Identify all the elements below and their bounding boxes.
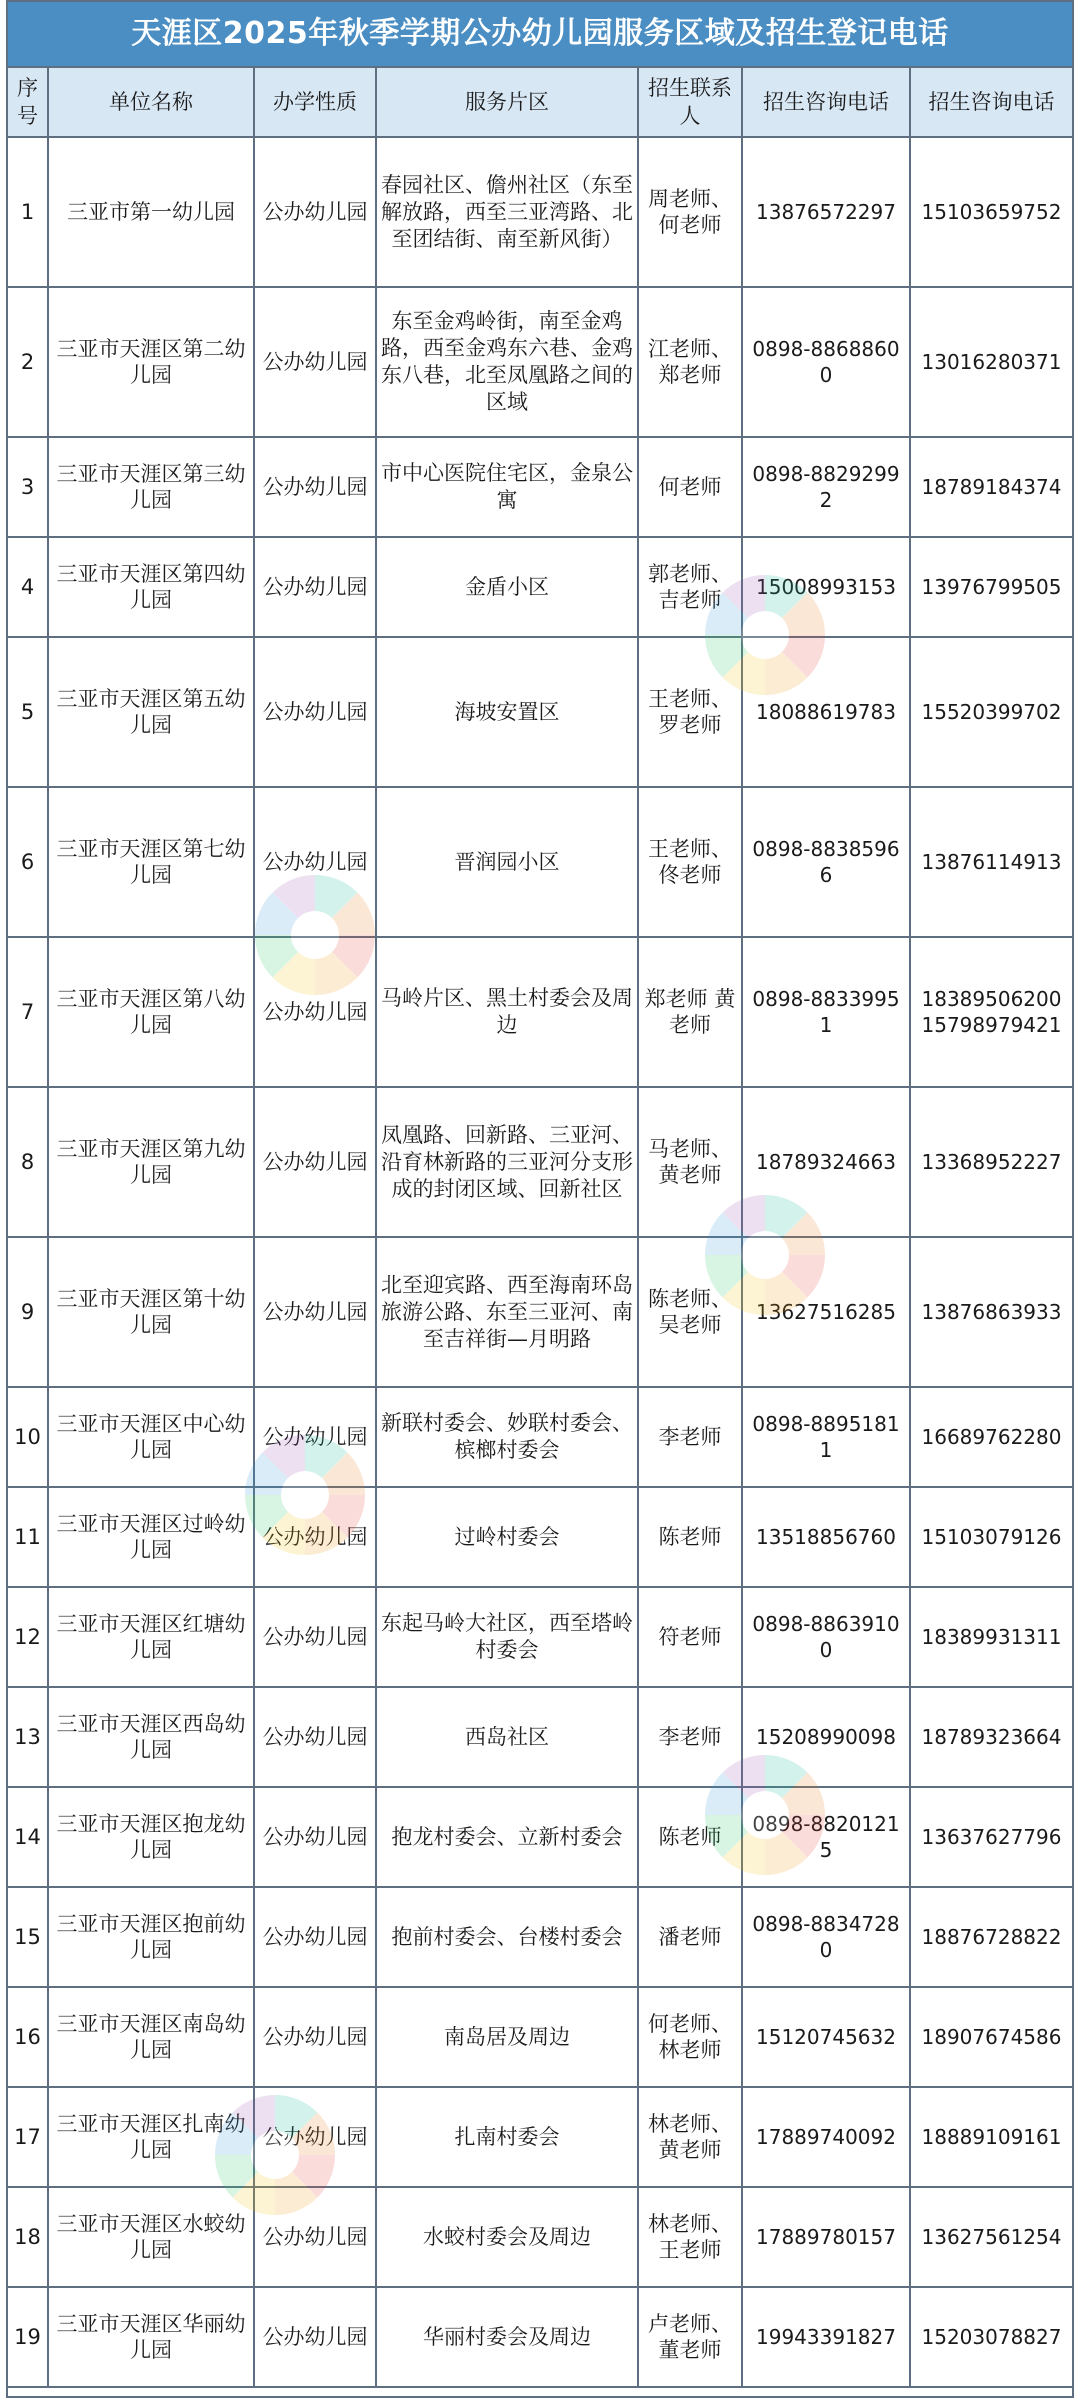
cell-type: 公办幼儿园 xyxy=(254,1587,376,1687)
table-row xyxy=(8,2287,1072,2387)
cell-area: 市中心医院住宅区，金泉公寓 xyxy=(376,437,638,537)
table-row xyxy=(8,1387,1072,1487)
table-row xyxy=(8,787,1072,937)
cell-contact: 郭老师、吉老师 xyxy=(638,537,742,637)
cell-phone1: 0898-88339951 xyxy=(742,937,910,1087)
cell-index: 19 xyxy=(8,2287,48,2387)
cell-type: 公办幼儿园 xyxy=(254,2187,376,2287)
cell-index: 18 xyxy=(8,2187,48,2287)
cell-name: 三亚市天涯区第二幼儿园 xyxy=(48,287,254,437)
cell-index: 3 xyxy=(8,437,48,537)
cell-name: 三亚市天涯区抱龙幼儿园 xyxy=(48,1787,254,1887)
cell-phone2: 15203078827 xyxy=(910,2287,1072,2387)
cell-phone1: 0898-88292992 xyxy=(742,437,910,537)
cell-index: 1 xyxy=(8,137,48,287)
cell-area: 抱龙村委会、立新村委会 xyxy=(376,1787,638,1887)
cell-phone1: 15008993153 xyxy=(742,537,910,637)
table-row xyxy=(8,937,1072,1087)
cell-area: 东至金鸡岭街，南至金鸡路，西至金鸡东六巷、金鸡东八巷，北至凤凰路之间的区域 xyxy=(376,287,638,437)
cell-contact: 陈老师 xyxy=(638,1787,742,1887)
cell-phone1: 13627516285 xyxy=(742,1237,910,1387)
cell-area: 新联村委会、妙联村委会、槟榔村委会 xyxy=(376,1387,638,1487)
cell-type: 公办幼儿园 xyxy=(254,1987,376,2087)
cell-phone1: 13518856760 xyxy=(742,1487,910,1587)
cell-area: 西岛社区 xyxy=(376,1687,638,1787)
cell-index: 2 xyxy=(8,287,48,437)
cell-index: 6 xyxy=(8,787,48,937)
cell-area: 北至迎宾路、西至海南环岛旅游公路、东至三亚河、南至吉祥街—月明路 xyxy=(376,1237,638,1387)
header-name: 单位名称 xyxy=(48,68,254,137)
cell-index: 8 xyxy=(8,1087,48,1237)
cell-phone2: 13876114913 xyxy=(910,787,1072,937)
cell-contact: 卢老师、董老师 xyxy=(638,2287,742,2387)
cell-phone1: 0898-88639100 xyxy=(742,1587,910,1687)
table-row xyxy=(8,537,1072,637)
cell-contact: 郑老师 黄老师 xyxy=(638,937,742,1087)
header-contact: 招生联系人 xyxy=(638,68,742,137)
table-row xyxy=(8,1487,1072,1587)
cell-area: 过岭村委会 xyxy=(376,1487,638,1587)
cell-phone1: 13876572297 xyxy=(742,137,910,287)
cell-phone2: 13368952227 xyxy=(910,1087,1072,1237)
cell-name: 三亚市天涯区第四幼儿园 xyxy=(48,537,254,637)
cell-phone2: 13976799505 xyxy=(910,537,1072,637)
cell-index: 13 xyxy=(8,1687,48,1787)
cell-area: 抱前村委会、台楼村委会 xyxy=(376,1887,638,1987)
cell-name: 三亚市天涯区抱前幼儿园 xyxy=(48,1887,254,1987)
table-row xyxy=(8,1237,1072,1387)
cell-type: 公办幼儿园 xyxy=(254,2287,376,2387)
cell-phone1: 0898-88688600 xyxy=(742,287,910,437)
cell-area: 东起马岭大社区，西至塔岭村委会 xyxy=(376,1587,638,1687)
cell-phone1: 0898-88347280 xyxy=(742,1887,910,1987)
cell-contact: 陈老师、吴老师 xyxy=(638,1237,742,1387)
cell-type: 公办幼儿园 xyxy=(254,937,376,1087)
cell-type: 公办幼儿园 xyxy=(254,1387,376,1487)
cell-type: 公办幼儿园 xyxy=(254,1787,376,1887)
cell-index: 9 xyxy=(8,1237,48,1387)
cell-contact: 林老师、黄老师 xyxy=(638,2087,742,2187)
cell-phone2: 15103079126 xyxy=(910,1487,1072,1587)
cell-index: 17 xyxy=(8,2087,48,2187)
cell-type: 公办幼儿园 xyxy=(254,437,376,537)
cell-type: 公办幼儿园 xyxy=(254,1487,376,1587)
cell-area: 金盾小区 xyxy=(376,537,638,637)
cell-area: 凤凰路、回新路、三亚河、沿育林新路的三亚河分支形成的封闭区域、回新社区 xyxy=(376,1087,638,1237)
kindergarten-table xyxy=(8,68,1072,2388)
table-body xyxy=(8,137,1072,2387)
cell-index: 11 xyxy=(8,1487,48,1587)
cell-contact: 符老师 xyxy=(638,1587,742,1687)
cell-type: 公办幼儿园 xyxy=(254,1087,376,1237)
cell-name: 三亚市天涯区第九幼儿园 xyxy=(48,1087,254,1237)
cell-type: 公办幼儿园 xyxy=(254,537,376,637)
cell-name: 三亚市天涯区第八幼儿园 xyxy=(48,937,254,1087)
cell-phone1: 0898-88385966 xyxy=(742,787,910,937)
cell-index: 5 xyxy=(8,637,48,787)
cell-type: 公办幼儿园 xyxy=(254,1237,376,1387)
enrollment-table-sheet xyxy=(6,0,1074,2398)
cell-contact: 林老师、王老师 xyxy=(638,2187,742,2287)
cell-phone1: 0898-88201215 xyxy=(742,1787,910,1887)
cell-contact: 何老师 xyxy=(638,437,742,537)
cell-contact: 马老师、黄老师 xyxy=(638,1087,742,1237)
cell-index: 15 xyxy=(8,1887,48,1987)
cell-index: 16 xyxy=(8,1987,48,2087)
cell-name: 三亚市天涯区扎南幼儿园 xyxy=(48,2087,254,2187)
cell-name: 三亚市天涯区红塘幼儿园 xyxy=(48,1587,254,1687)
cell-contact: 王老师、佟老师 xyxy=(638,787,742,937)
cell-area: 南岛居及周边 xyxy=(376,1987,638,2087)
cell-type: 公办幼儿园 xyxy=(254,137,376,287)
cell-area: 扎南村委会 xyxy=(376,2087,638,2187)
cell-phone1: 15120745632 xyxy=(742,1987,910,2087)
cell-name: 三亚市天涯区华丽幼儿园 xyxy=(48,2287,254,2387)
cell-area: 海坡安置区 xyxy=(376,637,638,787)
cell-phone1: 17889740092 xyxy=(742,2087,910,2187)
cell-phone2: 18907674586 xyxy=(910,1987,1072,2087)
cell-index: 14 xyxy=(8,1787,48,1887)
table-header-row xyxy=(8,68,1072,137)
page-title: 天涯区2025年秋季学期公办幼儿园服务区域及招生登记电话 xyxy=(8,2,1072,68)
cell-area: 晋润园小区 xyxy=(376,787,638,937)
cell-area: 华丽村委会及周边 xyxy=(376,2287,638,2387)
cell-type: 公办幼儿园 xyxy=(254,637,376,787)
table-row xyxy=(8,437,1072,537)
cell-phone1: 18088619783 xyxy=(742,637,910,787)
cell-contact: 李老师 xyxy=(638,1687,742,1787)
cell-area: 春园社区、儋州社区（东至解放路，西至三亚湾路、北至团结街、南至新风街） xyxy=(376,137,638,287)
cell-name: 三亚市天涯区第三幼儿园 xyxy=(48,437,254,537)
table-row xyxy=(8,1987,1072,2087)
cell-phone1: 0898-88951811 xyxy=(742,1387,910,1487)
cell-phone2: 16689762280 xyxy=(910,1387,1072,1487)
cell-name: 三亚市天涯区南岛幼儿园 xyxy=(48,1987,254,2087)
header-phone2: 招生咨询电话 xyxy=(910,68,1072,137)
cell-name: 三亚市天涯区第七幼儿园 xyxy=(48,787,254,937)
header-index: 序号 xyxy=(8,68,48,137)
cell-name: 三亚市第一幼儿园 xyxy=(48,137,254,287)
cell-phone2: 18789323664 xyxy=(910,1687,1072,1787)
cell-contact: 李老师 xyxy=(638,1387,742,1487)
table-row xyxy=(8,1787,1072,1887)
table-row xyxy=(8,637,1072,787)
cell-phone2: 13016280371 xyxy=(910,287,1072,437)
table-row xyxy=(8,1087,1072,1237)
cell-phone1: 17889780157 xyxy=(742,2187,910,2287)
header-area: 服务片区 xyxy=(376,68,638,137)
cell-index: 10 xyxy=(8,1387,48,1487)
cell-type: 公办幼儿园 xyxy=(254,2087,376,2187)
cell-phone2: 18389506200 15798979421 xyxy=(910,937,1072,1087)
cell-name: 三亚市天涯区第五幼儿园 xyxy=(48,637,254,787)
cell-phone2: 13627561254 xyxy=(910,2187,1072,2287)
table-row xyxy=(8,1687,1072,1787)
table-row xyxy=(8,2087,1072,2187)
cell-name: 三亚市天涯区水蛟幼儿园 xyxy=(48,2187,254,2287)
cell-contact: 潘老师 xyxy=(638,1887,742,1987)
cell-phone1: 18789324663 xyxy=(742,1087,910,1237)
cell-name: 三亚市天涯区第十幼儿园 xyxy=(48,1237,254,1387)
cell-name: 三亚市天涯区过岭幼儿园 xyxy=(48,1487,254,1587)
cell-contact: 陈老师 xyxy=(638,1487,742,1587)
cell-name: 三亚市天涯区中心幼儿园 xyxy=(48,1387,254,1487)
cell-area: 水蛟村委会及周边 xyxy=(376,2187,638,2287)
table-row xyxy=(8,2187,1072,2287)
cell-name: 三亚市天涯区西岛幼儿园 xyxy=(48,1687,254,1787)
cell-type: 公办幼儿园 xyxy=(254,1887,376,1987)
cell-contact: 何老师、林老师 xyxy=(638,1987,742,2087)
cell-type: 公办幼儿园 xyxy=(254,787,376,937)
cell-phone2: 18876728822 xyxy=(910,1887,1072,1987)
cell-type: 公办幼儿园 xyxy=(254,1687,376,1787)
cell-phone2: 18889109161 xyxy=(910,2087,1072,2187)
cell-contact: 王老师、罗老师 xyxy=(638,637,742,787)
cell-type: 公办幼儿园 xyxy=(254,287,376,437)
cell-contact: 江老师、郑老师 xyxy=(638,287,742,437)
cell-phone2: 15520399702 xyxy=(910,637,1072,787)
cell-index: 7 xyxy=(8,937,48,1087)
header-phone1: 招生咨询电话 xyxy=(742,68,910,137)
cell-phone2: 13876863933 xyxy=(910,1237,1072,1387)
cell-phone2: 18389931311 xyxy=(910,1587,1072,1687)
cell-area: 马岭片区、黑土村委会及周边 xyxy=(376,937,638,1087)
cell-index: 4 xyxy=(8,537,48,637)
table-row xyxy=(8,1887,1072,1987)
cell-phone2: 15103659752 xyxy=(910,137,1072,287)
header-type: 办学性质 xyxy=(254,68,376,137)
cell-contact: 周老师、何老师 xyxy=(638,137,742,287)
table-row xyxy=(8,137,1072,287)
table-row xyxy=(8,287,1072,437)
cell-phone1: 15208990098 xyxy=(742,1687,910,1787)
cell-index: 12 xyxy=(8,1587,48,1687)
table-row xyxy=(8,1587,1072,1687)
cell-phone2: 18789184374 xyxy=(910,437,1072,537)
cell-phone2: 13637627796 xyxy=(910,1787,1072,1887)
cell-phone1: 19943391827 xyxy=(742,2287,910,2387)
